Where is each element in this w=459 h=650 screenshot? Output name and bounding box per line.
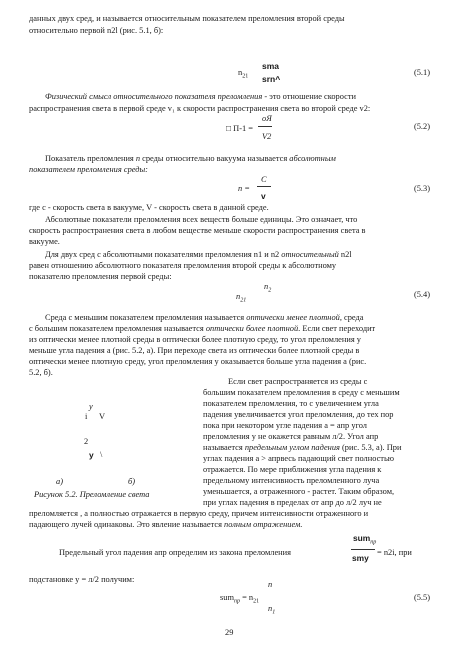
equation-5-1-numerator: sma: [262, 61, 280, 71]
text-line: оптически менее плотную среду, угол преломления у оказывается больше угла падения a (рис.: [29, 357, 367, 366]
fraction-bar: [257, 186, 271, 187]
figure-label-slash: \: [100, 450, 103, 459]
text-line: где с - скорость света в вакууме, V - скорость света в данной среде.: [29, 203, 269, 212]
text-line: равен отношению абсолютного показателя преломления второй среды к абсолютному: [29, 261, 337, 270]
equation-number: (5.3): [413, 184, 430, 193]
text-line: Физический смысл относительного показателя преломления - это отношение скорости: [45, 92, 357, 101]
figure-label-2: 2: [84, 437, 89, 446]
limit-angle-denominator: smy: [352, 553, 369, 563]
text-line: отражается. По мере приближения угла падения к: [203, 465, 382, 474]
text-line: называется предельным углом падения (рис. 5.3, а). При: [203, 443, 402, 452]
text-line: меньше угла падения a (рис. 5.2, а). При переходе света из оптически более плотной среды в: [29, 346, 360, 355]
limit-angle-numerator: sum$_{пр}$: [353, 533, 377, 546]
figure-label-b: б): [128, 477, 136, 486]
equation-5-5-denominator: $n_1$: [268, 604, 276, 616]
equation-5-3-numerator: C: [261, 175, 267, 184]
text-line: большим показателем преломления в среду с меньшим: [203, 388, 400, 397]
equation-5-4-lhs: $n_{21}$: [236, 292, 247, 304]
figure-label-i: i: [85, 412, 88, 421]
text-line: падающего лучей одинаковы. Это явление называется полным отражением.: [29, 520, 303, 529]
equation-number: (5.1): [413, 68, 430, 77]
text-line: вакууме.: [29, 237, 60, 246]
text-line: падения увеличивается угол преломления, до тех пор: [203, 410, 394, 419]
equation-5-1-lhs: $n_{21}$: [238, 68, 249, 80]
page-number: 29: [225, 628, 234, 637]
text-line: Показатель преломления n среды относительно вакуума называется абсолютным: [45, 154, 336, 163]
text-line: предельному интенсивность преломленного луча: [203, 476, 380, 485]
figure-label-y: y: [89, 402, 93, 411]
equation-5-1-denominator: srn^: [262, 74, 281, 84]
text-line: подстановке у = л/2 получим:: [29, 575, 135, 584]
text-line: распространения света в первой среде v₁ к скорости распространения света во второй среде v2:: [29, 104, 371, 113]
text-line: из оптически менее плотной среды в оптически более плотную среду, то угол преломления у: [29, 335, 361, 344]
text-line: относительно первой n2l (рис. 5.1, б):: [29, 26, 164, 35]
equation-5-2-numerator: oЯ: [262, 114, 272, 123]
equation-5-5-lhs: $sum_{пр} = n_{21}$: [220, 593, 260, 605]
fraction-bar: [258, 126, 272, 127]
equation-5-2-lhs: □ П-1 =: [226, 124, 253, 133]
fraction-bar: [351, 549, 375, 550]
text-line: при углах падения в пределах от aпр до л/2 луч не: [203, 498, 382, 507]
text-line: пока при некотором угле падения a = aпр угол: [203, 421, 367, 430]
figure-label-a: а): [56, 477, 63, 486]
text-line: скорость распространения света в любом веществе меньше скорости распространения света в: [29, 226, 366, 235]
text-line: с большим показателем преломления называется оптически более плотной. Если свет переходит: [29, 324, 376, 333]
figure-label-y-bold: y: [89, 450, 94, 460]
figure-caption: Рисунок 5.2. Преломление света: [34, 490, 150, 499]
equation-5-3-lhs: n =: [238, 184, 250, 193]
text-line: Если свет распространяется из среды с: [228, 377, 368, 386]
text-line: показателю преломления первой среды:: [29, 272, 172, 281]
text-line: 5.2, б).: [29, 368, 53, 377]
text-line: Абсолютные показатели преломления всех веществ больше единицы. Это означает, что: [45, 215, 358, 224]
text-line: Среда с меньшим показателем преломления называется оптически менее плотной, среда: [45, 313, 364, 322]
equation-number: (5.2): [413, 122, 430, 131]
text-line: показателем преломления, то с увеличением угла: [203, 399, 379, 408]
text-line: данных двух сред, и называется относительным показателем преломления второй среды: [29, 14, 345, 23]
equation-number: (5.5): [413, 593, 430, 602]
equation-5-3-denominator: v: [261, 191, 266, 201]
text-line: углах падения a > aпрвесь падающий свет полностью: [203, 454, 395, 463]
text-line: показателем преломления среды:: [29, 165, 148, 174]
equation-5-5-top: n: [268, 580, 273, 589]
figure-label-v: V: [99, 412, 106, 421]
text-line: преломляется , а полностью отражается в первую среду, причем интенсивности отраженного и: [29, 509, 369, 518]
text-line: Для двух сред с абсолютными показателями преломления n1 и n2 относительный n2l: [45, 250, 352, 259]
equation-5-4-numerator: $n_2$: [264, 282, 272, 294]
text-line: преломления у не окажется равным л/2. Угол aпр: [203, 432, 379, 441]
equation-number: (5.4): [413, 290, 430, 299]
equation-5-2-denominator: V2: [262, 132, 272, 141]
text-line: = n2i, при: [377, 548, 412, 557]
text-line: Предельный угол падения aпр определим из закона преломления: [59, 548, 291, 557]
text-line: уменьшается, а отраженного - растет. Таким образом,: [203, 487, 395, 496]
